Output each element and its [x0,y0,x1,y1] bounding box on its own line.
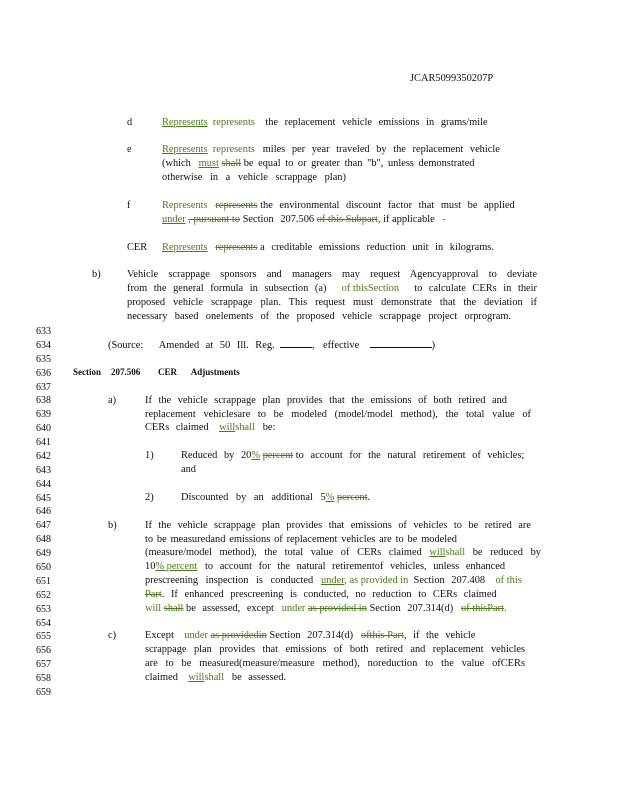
deletion: Part [145,589,162,600]
deletion: shall [163,603,184,614]
line-number: 653 [36,603,51,615]
text: , effective [311,340,360,351]
sub-c-line1 [145,629,475,642]
def-e-body: miles per year traveled by the replacement vehicle [262,144,500,155]
item-2-label: 2) [145,492,154,503]
insertion: % [251,450,260,461]
line-number: 634 [36,339,51,351]
line-number: 646 [36,506,51,518]
sub-a-line2: replacement vehiclesare to be modeled (model/model method), the total value of [145,409,531,420]
line-number: 656 [36,645,51,657]
section-number: 207.506 [111,367,141,377]
text: (measure/model method), the total value of CERs claimed [145,547,422,558]
deletion: shall [235,422,255,433]
deletion: of thisPart [460,603,504,614]
text: to calculate CERs in their [414,283,537,294]
insertion: % percent [155,561,198,572]
line-number: 648 [36,534,51,546]
deletion: shall [221,158,242,169]
deletion: percent [336,492,368,503]
line-number: 642 [36,450,51,462]
sub-c-label: c) [108,630,117,641]
text: the environmental discount factor that must be applied [260,200,515,211]
item-1-label: 1) [145,450,154,461]
insertion: Represents [162,242,208,253]
line-number: 658 [36,673,51,684]
line-number: 639 [36,409,51,421]
line-number: 659 [36,686,51,698]
text: (which [162,158,191,169]
deletion: as providedin [210,630,267,641]
sub-b-line1: If the vehicle scrappage plan provides that emissions of vehicles to be retired are [145,520,531,531]
insertion: will [219,422,236,433]
line-number: 654 [36,617,51,629]
def-f-line2 [162,213,446,226]
sub-b-label: b) [108,520,117,531]
sub-b-line5 [145,574,522,587]
line-number: 636 [36,367,51,379]
text: , if applicable [377,214,435,225]
text: Section 207.506 [242,214,315,225]
deletion: , as provided in [344,575,409,586]
line-number: 641 [36,437,51,448]
line-number: 643 [36,464,51,476]
insertion: Represents [162,144,208,155]
sub-b-line6 [145,588,497,601]
insertion: will [429,547,446,558]
insertion: under [162,214,186,225]
deletion: represents [215,200,258,211]
text: a creditable emissions reduction unit in kilograms. [260,242,494,253]
text: (Source: [108,340,144,351]
insertion: will [188,672,205,683]
text: be: [262,422,276,433]
blank-line [370,338,432,348]
def-e-line1 [162,143,500,156]
item-1-line2: and [181,464,197,475]
item-1-line1 [181,449,524,462]
text: Section 207.314(d) [369,603,454,614]
document-id: JCAR5099350207P [410,73,494,84]
line-number: 633 [36,326,51,337]
text: Discounted by an additional 5 [181,492,326,503]
text: - [442,214,447,225]
deletion: percent [262,450,294,461]
text: Except [145,630,174,641]
text: CERs claimed [145,422,209,433]
line-number: 651 [36,575,51,587]
def-d-letter: d [127,117,133,128]
insertion: must [198,158,219,169]
sub-b-line2: to be measuredand emissions of replacement vehicles are to be modeled [145,534,457,545]
text: be assessed. [231,672,287,683]
para-b-label: b) [92,269,101,280]
def-e-letter: e [127,144,132,155]
deletion: represents [215,242,258,253]
def-d-body: the replacement vehicle emissions in grams/mile [265,117,488,128]
line-number: 650 [36,562,51,573]
def-cer-text [162,241,494,254]
text: Section 207.408 [413,575,486,586]
insertion: Represents [162,200,208,211]
text: to account for the natural retirement of vehicles; [295,450,525,461]
line-number: 637 [36,381,51,393]
sub-a-line3 [145,421,275,434]
sub-c-line4 [145,671,286,684]
line-number: 655 [36,631,51,643]
insertion: under [281,603,306,614]
section-title: CER Adjustments [158,367,240,377]
text: to account for the natural retirementof vehicles, unless enhanced [205,561,506,572]
line-number: 644 [36,478,51,490]
insertion: of this [495,575,522,586]
insertion: Represents [162,117,208,128]
line-number: 652 [36,589,51,601]
deleted-text: represents [212,117,255,128]
para-b-line3: proposed vehicle scrappage plan. This request must demonstrate that the deviation if [127,297,537,308]
section-label: Section [73,367,101,377]
item-2-line1 [181,491,370,504]
deletion: , pursuant to [188,214,240,225]
line-number: 635 [36,353,51,365]
blank-line [280,338,312,348]
deleted-text: represents [212,144,255,155]
def-e-line2 [162,157,475,170]
insertion: under [184,630,208,641]
sub-b-line7 [145,602,507,615]
insertion: under [321,575,345,586]
line-number: 638 [36,395,51,407]
line-number: 640 [36,423,51,435]
def-f-letter: f [127,200,131,211]
source-line [108,338,435,352]
deletion: shall [445,547,466,558]
para-b-line4: necessary based onelements of the proposed vehicle scrappage project orprogram. [127,311,511,322]
deletion: of this Subpart [316,214,378,225]
def-d-text [162,116,492,129]
deletion: ofthis Part [360,630,404,641]
text: from the general formula in subsection (a) [127,283,327,294]
line-number: 645 [36,492,51,504]
text: Amended at 50 Ill. Reg. [158,340,275,351]
text: be assessed, except [186,603,274,614]
insertion: % [325,492,335,503]
sub-b-line3 [145,546,541,559]
line-number: 657 [36,659,51,671]
text: . [367,492,371,503]
sub-c-line3: are to be measured(measure/measure method), noreduction to the value ofCERs [145,658,525,669]
line-number: 649 [36,548,51,560]
text: Reduced by 20 [181,450,252,461]
text: ) [431,340,436,351]
deletion: shall [204,672,225,683]
def-f-line1 [162,199,515,212]
def-cer-letter: CER [127,242,148,253]
text: be equal to or greater than "b", unless demonstrated [243,158,475,169]
insertion: of thisSection [341,283,400,294]
def-e-line3: otherwise in a vehicle scrappage plan) [162,172,346,183]
text: , if the vehicle [403,630,476,641]
text: . If enhanced prescreening is conducted, no reduction to CERs claimed [161,589,497,600]
text: 10 [145,561,156,572]
deletion: as provided in [308,603,367,614]
text: claimed [145,672,178,683]
text: be reduced by [472,547,541,558]
text: . [503,603,507,614]
sub-a-label: a) [108,395,117,406]
text: Section 207.314(d) [269,630,354,641]
insertion: will [145,603,162,614]
sub-a-line1: If the vehicle scrappage plan provides that the emissions of both retired and [145,395,507,406]
line-number: 647 [36,520,51,532]
text: prescreening inspection is conducted [145,575,314,586]
sub-b-line4 [145,560,505,573]
para-b-line2 [127,282,537,295]
para-b-line1: Vehicle scrappage sponsors and managers may request Agencyapproval to deviate [127,269,537,280]
sub-c-line2: scrappage plan provides that emissions of both retired and replacement vehicles [145,644,525,655]
